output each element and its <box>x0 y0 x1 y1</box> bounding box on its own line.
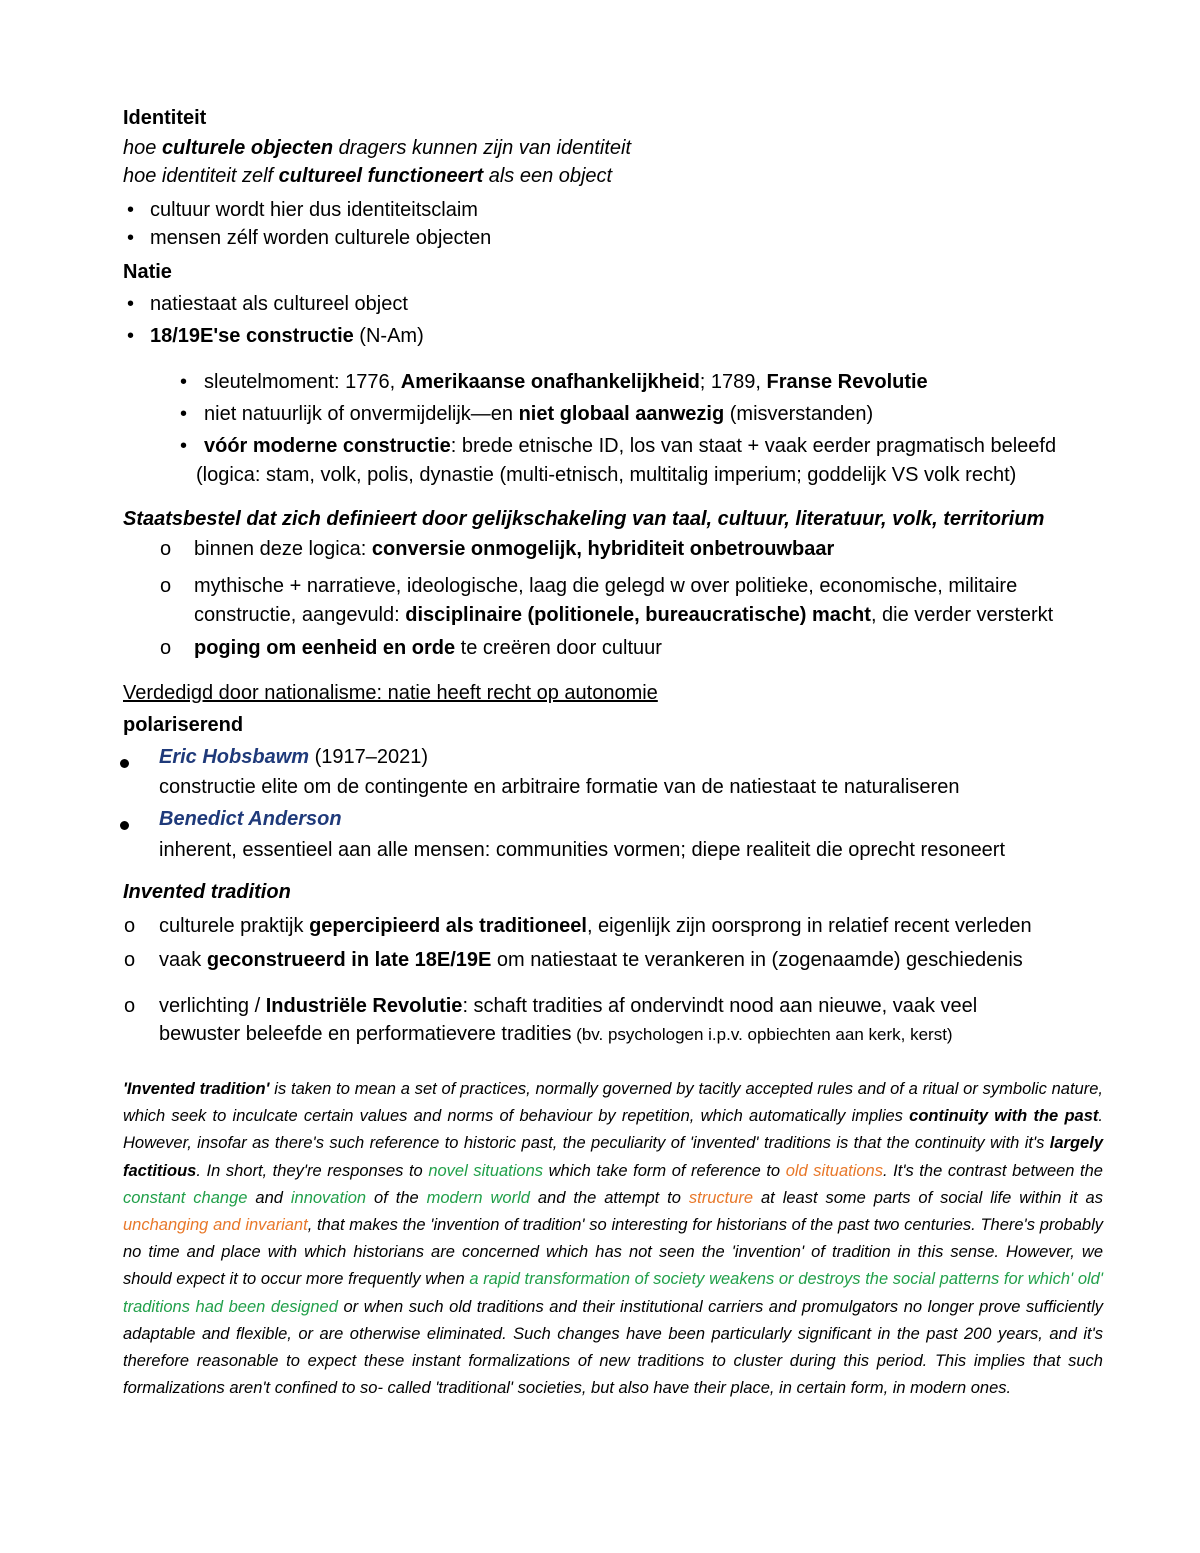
natie-sub-3-cont: (logica: stam, volk, polis, dynastie (multi-etnisch, multitalig imperium; goddelijk VS volk recht) <box>196 464 1017 486</box>
staat-item-3: poging om eenheid en orde te creëren door cultuur <box>194 637 662 659</box>
bullet-icon <box>120 812 129 836</box>
bullet-icon: • <box>180 371 188 393</box>
staat-item-2: mythische + narratieve, ideologische, laag die gelegd w over politieke, economische, militaire <box>194 575 1018 597</box>
hobsbawm-line: Eric Hobsbawm (1917–2021) <box>159 746 429 768</box>
circle-bullet-icon: o <box>160 538 172 560</box>
heading-natie: Natie <box>123 261 172 283</box>
invented-item-1: culturele praktijk gepercipieerd als traditioneel, eigenlijk zijn oorsprong in relatief recent verleden <box>159 915 1032 937</box>
identiteit-bullet-1: cultuur wordt hier dus identiteitsclaim <box>150 199 478 221</box>
heading-staatsbestel: Staatsbestel dat zich definieert door gelijkschakeling van taal, cultuur, literatuur, volk, territorium <box>123 508 1045 530</box>
bullet-icon: • <box>127 325 135 347</box>
invented-item-2: vaak geconstrueerd in late 18E/19E om natiestaat te verankeren in (zogenaamde) geschiedenis <box>159 949 1023 971</box>
invented-item-3: verlichting / Industriële Revolutie: schaft tradities af ondervindt nood aan nieuwe, vaak veel <box>159 995 978 1017</box>
identiteit-line-1: hoe culturele objecten dragers kunnen zijn van identiteit <box>123 137 632 159</box>
natie-bullet-2: 18/19E'se constructie (N-Am) <box>150 325 424 347</box>
bullet-icon: • <box>127 293 135 315</box>
invented-item-3-cont: bewuster beleefde en performatievere tradities (bv. psychologen i.p.v. opbiechten aan kerk, kerst) <box>159 1023 953 1045</box>
subheading-polariserend: polariserend <box>123 714 244 736</box>
anderson-name: Benedict Anderson <box>159 808 342 830</box>
bullet-icon: • <box>127 199 135 221</box>
heading-nationalisme: Verdedigd door nationalisme: natie heeft recht op autonomie <box>123 682 658 704</box>
hobsbawm-text: constructie elite om de contingente en arbitraire formatie van de natiestaat te naturaliseren <box>159 776 960 798</box>
circle-bullet-icon: o <box>160 637 172 659</box>
circle-bullet-icon: o <box>124 995 136 1017</box>
bullet-icon <box>120 750 129 774</box>
bullet-icon: • <box>127 227 135 249</box>
bullet-icon: • <box>180 403 188 425</box>
staat-item-1: binnen deze logica: conversie onmogelijk, hybriditeit onbetrouwbaar <box>194 538 835 560</box>
circle-bullet-icon: o <box>124 915 136 937</box>
heading-identiteit: Identiteit <box>123 107 207 129</box>
circle-bullet-icon: o <box>124 949 136 971</box>
natie-sub-2: niet natuurlijk of onvermijdelijk—en niet globaal aanwezig (misverstanden) <box>204 403 874 425</box>
heading-invented-tradition: Invented tradition <box>123 881 291 903</box>
bullet-icon: • <box>180 435 188 457</box>
natie-bullet-1: natiestaat als cultureel object <box>150 293 408 315</box>
circle-bullet-icon: o <box>160 575 172 597</box>
staat-item-2-cont: constructie, aangevuld: disciplinaire (politionele, bureaucratische) macht, die verder versterkt <box>194 604 1054 626</box>
natie-sub-1: sleutelmoment: 1776, Amerikaanse onafhankelijkheid; 1789, Franse Revolutie <box>204 371 928 393</box>
identiteit-bullet-2: mensen zélf worden culturele objecten <box>150 227 492 249</box>
anderson-text: inherent, essentieel aan alle mensen: communities vormen; diepe realiteit die oprecht resoneert <box>159 839 1006 861</box>
quote-paragraph: 'Invented tradition' is taken to mean a set of practices, normally governed by tacitly accepted rules and of a ritual or symbolic nature, which seek to inculcate certain values and norms of behaviour by repetition, which automatically implies continuity with the past. However, insofar as there's such reference to historic past, the peculiarity of 'invented' traditions is that the continuity with it's largely factitious. In short, they're responses to novel situations which take form of reference to old situations. It's the contrast between the constant change and innovation of the modern world and the attempt to structure at least some parts of social life within it as unchanging and invariant, that makes the 'invention of tradition' so interesting for historians of the past two centuries. There's probably no time and place with which historians are concerned which has not seen the 'invention' of tradition in this sense. However, we should expect it to occur more frequently when a rapid transformation of society weakens or destroys the social patterns for which' old' traditions had been designed or when such old traditions and their institutional carriers and promulgators no longer prove sufficiently adaptable and flexible, or are otherwise eliminated. Such changes have been particularly significant in the past 200 years, and it's therefore reasonable to expect these instant formalizations of new traditions to cluster during this period. This implies that such formalizations aren't confined to so- called 'traditional' societies, but also have their place, in certain form, in modern ones. <box>123 1080 1104 1398</box>
identiteit-line-2: hoe identiteit zelf cultureel functioneert als een object <box>123 165 613 187</box>
natie-sub-3: vóór moderne constructie: brede etnische ID, los van staat + vaak eerder pragmatisch beleefd <box>204 435 1057 457</box>
